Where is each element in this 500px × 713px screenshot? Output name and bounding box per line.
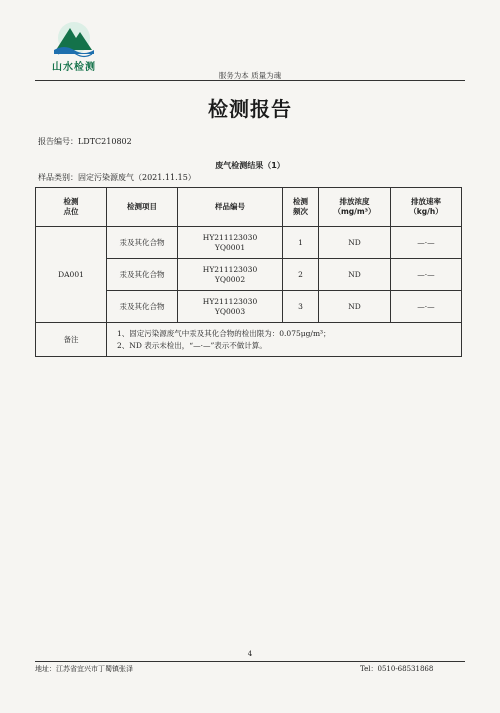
- report-number: 报告编号：LDTC210802: [38, 137, 132, 146]
- remark-line: 1、固定污染源废气中汞及其化合物的检出限为：0.075μg/m³；: [117, 328, 331, 338]
- concentration-cell: ND: [319, 291, 391, 323]
- frequency-cell: 3: [283, 291, 319, 323]
- remark-line: 2、ND 表示未检出，“—·—”表示不做计算。: [117, 340, 267, 350]
- header-divider: [35, 80, 465, 81]
- table-row: [36, 227, 462, 259]
- header-item: 检测项目: [107, 188, 178, 227]
- footer-address: 地址：江苏省宜兴市丁蜀镇张泽: [35, 665, 133, 673]
- remarks-label: 备注: [36, 323, 107, 357]
- header-sample-id: 样品编号: [178, 188, 283, 227]
- remarks-row: [36, 323, 462, 357]
- remarks-text: [107, 323, 462, 357]
- section-title: 废气检测结果（1）: [215, 161, 285, 170]
- footer-divider: [35, 661, 465, 662]
- sample-id-cell: HY211123030 YQ0001: [178, 227, 283, 259]
- frequency-cell: 2: [283, 259, 319, 291]
- item-cell: 汞及其化合物: [107, 227, 178, 259]
- page-number: 4: [247, 650, 253, 658]
- item-cell: 汞及其化合物: [107, 291, 178, 323]
- footer-tel: Tel：0510-68531868: [360, 665, 434, 673]
- header-concentration: 排放浓度 （mg/m³）: [319, 188, 391, 227]
- results-table: [35, 187, 462, 357]
- item-cell: 汞及其化合物: [107, 259, 178, 291]
- rate-cell: —·—: [391, 291, 462, 323]
- sample-id-cell: HY211123030 YQ0002: [178, 259, 283, 291]
- point-cell: DA001: [36, 227, 107, 323]
- rate-cell: —·—: [391, 227, 462, 259]
- rate-cell: —·—: [391, 259, 462, 291]
- frequency-cell: 1: [283, 227, 319, 259]
- mountain-water-logo-icon: [44, 20, 104, 60]
- table-header-row: [36, 188, 462, 227]
- concentration-cell: ND: [319, 227, 391, 259]
- concentration-cell: ND: [319, 259, 391, 291]
- logo-text: 山水检测: [52, 62, 96, 73]
- document-title: 检测报告: [208, 97, 292, 121]
- sample-id-cell: HY211123030 YQ0003: [178, 291, 283, 323]
- header-rate: 排放速率 （kg/h）: [391, 188, 462, 227]
- sample-type: 样品类别：固定污染源废气（2021.11.15）: [38, 173, 196, 182]
- header-point: 检测 点位: [36, 188, 107, 227]
- slogan: 服务为本 质量为魂: [218, 71, 282, 80]
- header-frequency: 检测 频次: [283, 188, 319, 227]
